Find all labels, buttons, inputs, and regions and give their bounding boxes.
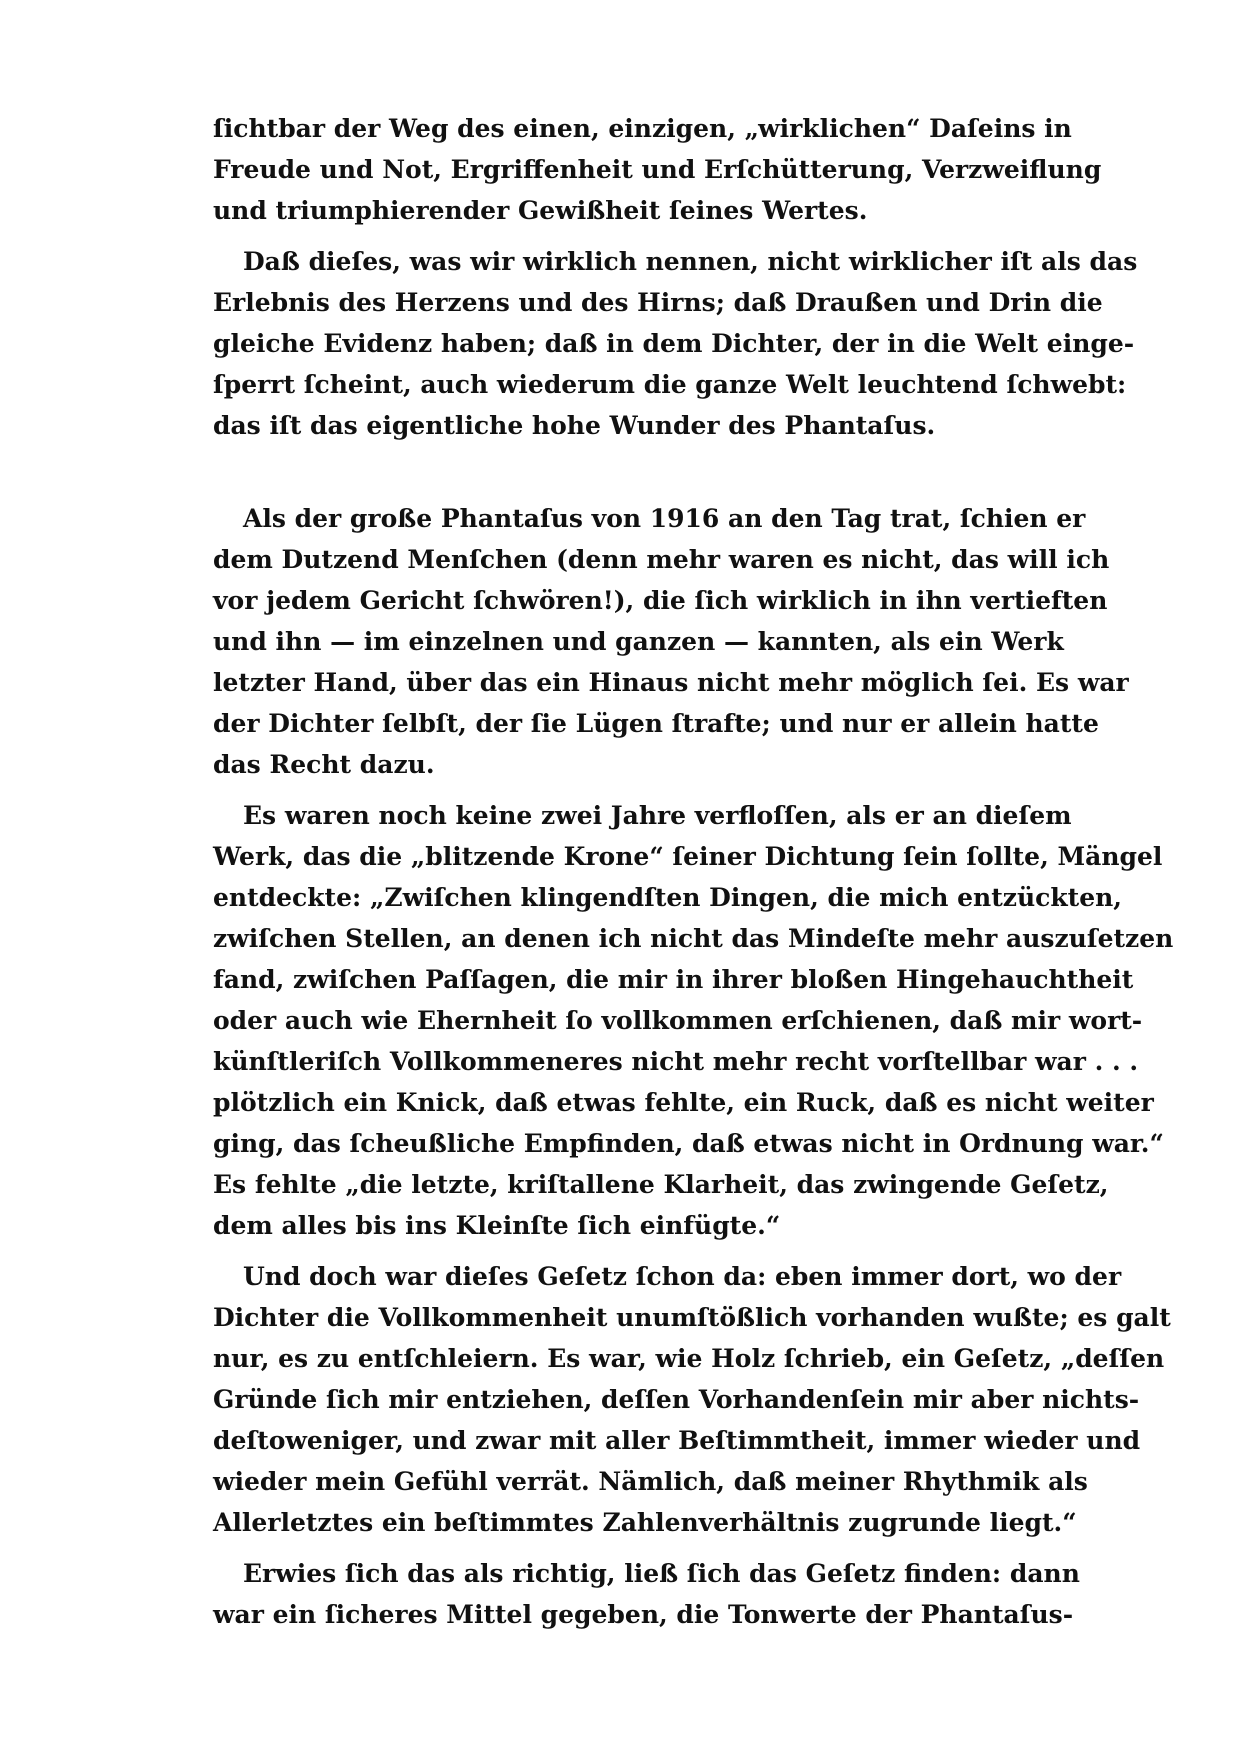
text-line: Es waren noch keine zwei Jahre verfloſſen, als er an dieſem bbox=[243, 801, 1072, 830]
text-line: gleiche Evidenz haben; daß in dem Dichter, der in die Welt einge- bbox=[213, 329, 1135, 358]
text-line: Erlebnis des Herzens und des Hirns; daß Draußen und Drin die bbox=[213, 288, 1103, 317]
text-line: Allerletztes ein beſtimmtes Zahlenverhältnis zugrunde liegt.“ bbox=[213, 1508, 1077, 1537]
text-line: dem alles bis ins Kleinſte ſich einfügte.“ bbox=[213, 1211, 781, 1240]
text-line: nur, es zu entſchleiern. Es war, wie Holz ſchrieb, ein Geſetz, „deſſen bbox=[213, 1344, 1165, 1373]
paragraph bbox=[213, 795, 1174, 1246]
text-line: Es fehlte „die letzte, kriſtallene Klarheit, das zwingende Geſetz, bbox=[213, 1170, 1109, 1199]
text-line: Freude und Not, Ergriffenheit und Erſchütterung, Verzweiflung bbox=[213, 155, 1102, 184]
text-line: dem Dutzend Menſchen (denn mehr waren es nicht, das will ich bbox=[213, 545, 1110, 574]
text-line: ſperrt ſcheint, auch wiederum die ganze Welt leuchtend ſchwebt: bbox=[213, 370, 1127, 399]
text-line: vor jedem Gericht ſchwören!), die ſich wirklich in ihn vertieften bbox=[213, 586, 1108, 615]
paragraph bbox=[213, 1256, 1171, 1543]
paragraph bbox=[213, 498, 1129, 785]
body-text bbox=[213, 108, 1174, 1645]
text-line: das iſt das eigentliche hohe Wunder des Phantaſus. bbox=[213, 411, 936, 440]
paragraph bbox=[213, 241, 1138, 446]
text-line: Und doch war dieſes Geſetz ſchon da: eben immer dort, wo der bbox=[243, 1262, 1122, 1291]
text-line: wieder mein Gefühl verrät. Nämlich, daß meiner Rhythmik als bbox=[213, 1467, 1088, 1496]
text-line: letzter Hand, über das ein Hinaus nicht mehr möglich ſei. Es war bbox=[213, 668, 1129, 697]
text-line: Daß dieſes, was wir wirklich nennen, nicht wirklicher iſt als das bbox=[243, 247, 1138, 276]
text-line: oder auch wie Ehernheit ſo vollkommen erſchienen, daß mir wort- bbox=[213, 1006, 1143, 1035]
text-line: war ein ſicheres Mittel gegeben, die Tonwerte der Phantaſus- bbox=[213, 1600, 1074, 1629]
text-line: künſtleriſch Vollkommeneres nicht mehr recht vorſtellbar war . . . bbox=[213, 1047, 1139, 1076]
text-line: ſichtbar der Weg des einen, einzigen, „wirklichen“ Daſeins in bbox=[213, 114, 1072, 143]
text-line: Dichter die Vollkommenheit unumſtößlich vorhanden wußte; es galt bbox=[213, 1303, 1171, 1332]
text-line: Als der große Phantaſus von 1916 an den Tag trat, ſchien er bbox=[243, 504, 1086, 533]
text-line: und triumphierender Gewißheit ſeines Wertes. bbox=[213, 196, 868, 225]
text-line: fand, zwiſchen Paſſagen, die mir in ihrer bloßen Hingehauchtheit bbox=[213, 965, 1134, 994]
paragraph bbox=[213, 1553, 1080, 1635]
section-break bbox=[213, 456, 1051, 498]
text-line: entdeckte: „Zwiſchen klingendſten Dingen, die mich entzückten, bbox=[213, 883, 1122, 912]
text-line: ging, das ſcheußliche Empfinden, daß etwas nicht in Ordnung war.“ bbox=[213, 1129, 1164, 1158]
paragraph bbox=[213, 108, 1102, 231]
text-line: der Dichter ſelbſt, der ſie Lügen ſtrafte; und nur er allein hatte bbox=[213, 709, 1099, 738]
text-line: das Recht dazu. bbox=[213, 750, 435, 779]
text-line: Werk, das die „blitzende Krone“ ſeiner Dichtung ſein ſollte, Mängel bbox=[213, 842, 1163, 871]
text-line: Gründe ſich mir entziehen, deſſen Vorhandenſein mir aber nichts- bbox=[213, 1385, 1140, 1414]
text-line: plötzlich ein Knick, daß etwas fehlte, ein Ruck, daß es nicht weiter bbox=[213, 1088, 1154, 1117]
text-line: Erwies ſich das als richtig, ließ ſich das Geſetz finden: dann bbox=[243, 1559, 1080, 1588]
text-line: und ihn — im einzelnen und ganzen — kannten, als ein Werk bbox=[213, 627, 1064, 656]
text-line: deſtoweniger, und zwar mit aller Beſtimmtheit, immer wieder und bbox=[213, 1426, 1141, 1455]
text-line: zwiſchen Stellen, an denen ich nicht das Mindeſte mehr auszuſetzen bbox=[213, 924, 1174, 953]
